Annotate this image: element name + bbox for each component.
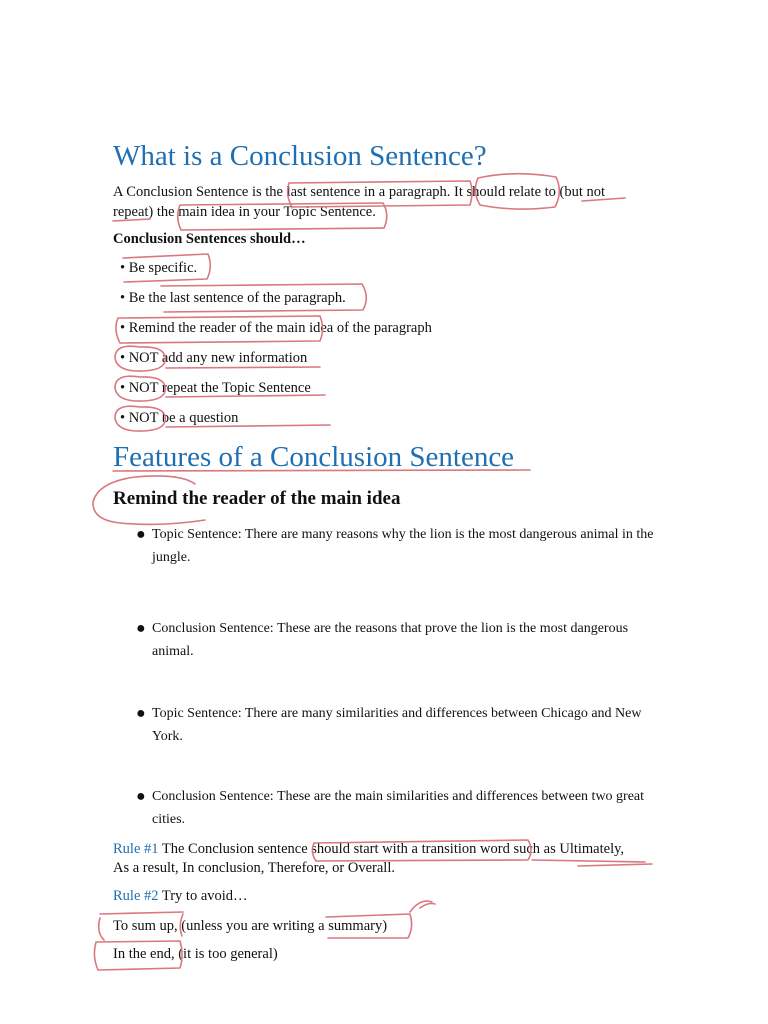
annotation-mark <box>420 904 435 909</box>
rule2-text: Try to avoid… <box>158 888 248 904</box>
example-item: ● Conclusion Sentence: These are the reasons that prove the lion is the most dangerous animal. <box>152 617 672 663</box>
annotation-mark <box>410 901 432 912</box>
example-item: ● Topic Sentence: There are many similarities and differences between Chicago and New York. <box>152 702 672 748</box>
rule1-text: The Conclusion sentence should start with a transition word such as Ultimately, <box>158 841 625 857</box>
avoid-item: To sum up, (unless you are writing a summary) <box>113 918 388 934</box>
annotation-mark <box>100 912 183 914</box>
annotation-mark <box>578 864 652 866</box>
rule1-line2: As a result, In conclusion, Therefore, or Overall. <box>113 860 395 876</box>
section1-title: What is a Conclusion Sentence? <box>113 140 487 172</box>
example-item: ● Conclusion Sentence: These are the main similarities and differences between two great cities. <box>152 785 672 831</box>
intro-line1: A Conclusion Sentence is the last sentence in a paragraph. It should relate to (but not <box>113 184 606 200</box>
should-item: • NOT be a question <box>120 410 239 426</box>
intro-line2: repeat) the main idea in your Topic Sentence. <box>113 204 376 220</box>
should-item: • NOT repeat the Topic Sentence <box>120 380 311 396</box>
should-item: • Be specific. <box>120 260 198 276</box>
example-item: ● Topic Sentence: There are many reasons why the lion is the most dangerous animal in the jungle. <box>152 523 672 569</box>
rule1-label: Rule #1 <box>113 841 159 857</box>
should-item: • Be the last sentence of the paragraph. <box>120 290 346 306</box>
should-item: • NOT add any new information <box>120 350 308 366</box>
section2-title: Features of a Conclusion Sentence <box>113 441 515 473</box>
rule2-label: Rule #2 <box>113 888 159 904</box>
rule2-line <box>113 887 248 906</box>
bullet-icon: ● <box>136 526 146 543</box>
should-item: • Remind the reader of the main idea of the paragraph <box>120 320 432 336</box>
avoid-item: In the end, (it is too general) <box>113 946 278 962</box>
annotation-mark <box>532 860 645 862</box>
rule1-line1 <box>113 840 624 859</box>
subheading: Remind the reader of the main idea <box>113 488 401 509</box>
bullet-icon: ● <box>136 705 146 722</box>
annotation-mark <box>99 918 104 940</box>
bullet-icon: ● <box>136 620 146 637</box>
should-heading: Conclusion Sentences should… <box>113 231 306 247</box>
bullet-icon: ● <box>136 788 146 805</box>
